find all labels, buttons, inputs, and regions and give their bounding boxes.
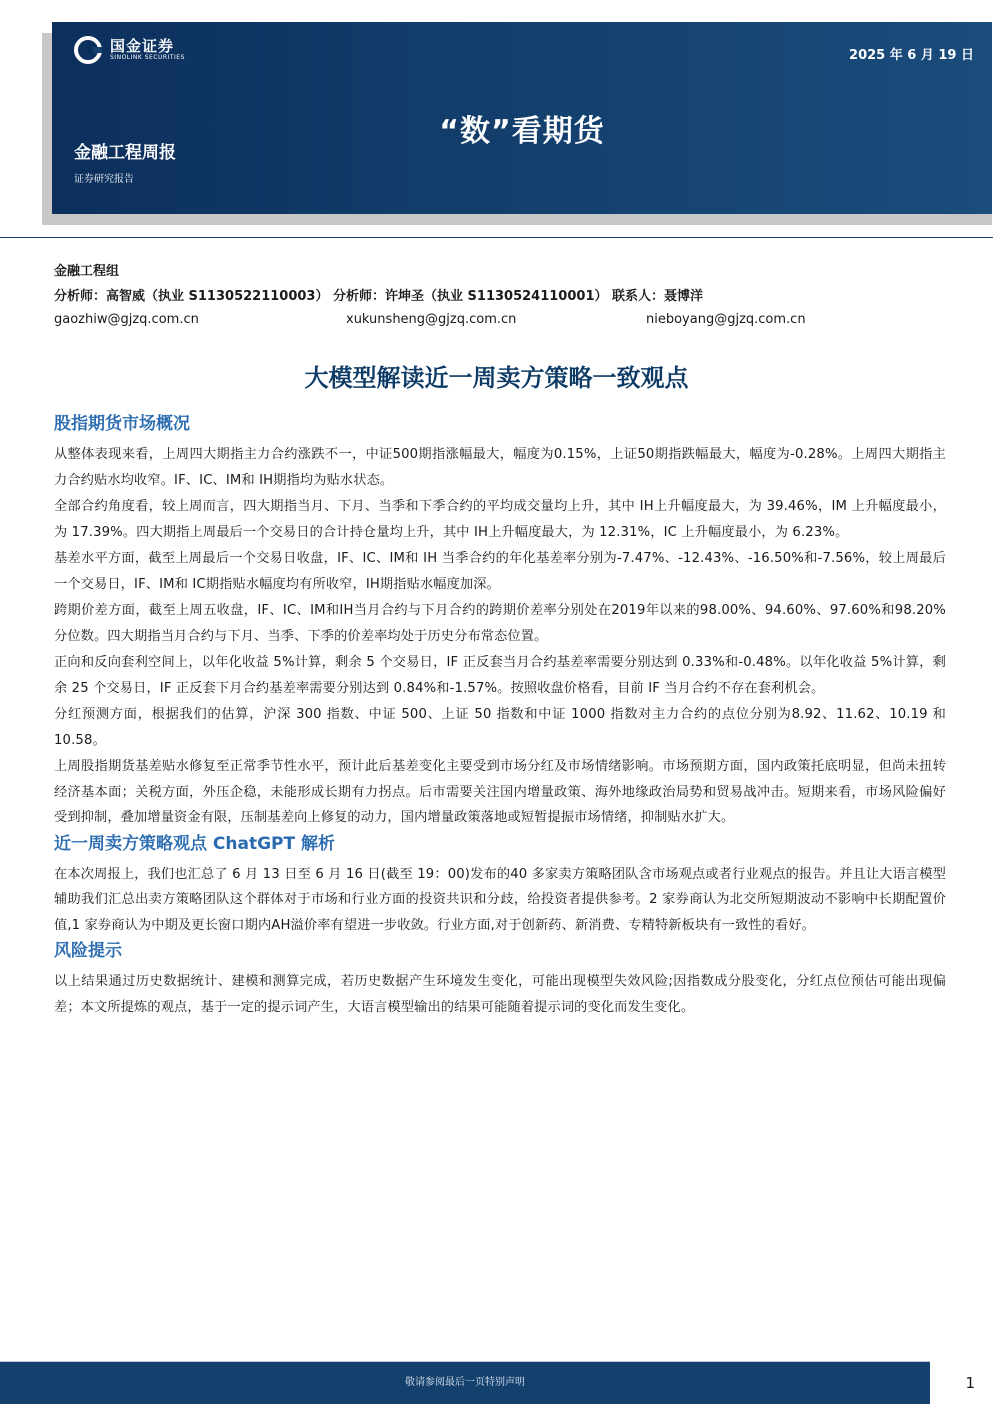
header-divider [0,237,993,238]
paragraph: 全部合约角度看，较上周而言，四大期指当月、下月、当季和下季合约的平均成交量均上升，其中 IH上升幅度最大，为 39.46%，IM 上升幅度最小，为 17.39%。四大期指上周最后一个交易日的合计持仓量均上升，其中 IH上升幅度最大，为 12.31%，IC 上升幅度最小，为 6.23%。 [54,499,946,540]
report-body [54,412,946,1021]
report-headline: “数”看期货 [439,114,605,149]
team-name: 金融工程组 [54,264,120,279]
report-type: 金融工程周报 [74,143,176,163]
paragraph: 以上结果通过历史数据统计、建模和测算完成，若历史数据产生环境发生变化，可能出现模型失效风险;因指数成分股变化，分红点位预估可能出现偏差；本文所提炼的观点，基于一定的提示词产生，大语言模型输出的结果可能随着提示词的变化而发生变化。 [54,974,946,1015]
header-banner [52,22,992,214]
footer-bar [0,1362,930,1404]
section-heading: 近一周卖方策略观点 ChatGPT 解析 [54,833,336,854]
section-heading: 股指期货市场概况 [54,414,190,434]
logo-name-en: SINOLINK SECURITIES [110,54,185,61]
paragraph: 基差水平方面，截至上周最后一个交易日收盘，IF、IC、IM和 IH 当季合约的年化基差率分别为-7.47%、-12.43%、-16.50%和-7.56%，较上周最后一个交易日，IF、IM和 IC期指贴水幅度均有所收窄，IH期指贴水幅度加深。 [54,551,946,592]
analyst-line: 分析师：高智威（执业 S1130522110003） 分析师：许坤圣（执业 S1130524110001） 联系人：聂博洋 [54,289,704,304]
email-link[interactable]: xukunsheng@gjzq.com.cn [346,312,517,327]
company-logo [74,36,185,64]
report-date: 2025 年 6 月 19 日 [849,48,974,63]
logo-icon [74,36,102,64]
email-link[interactable]: nieboyang@gjzq.com.cn [646,312,806,327]
paragraph: 跨期价差方面，截至上周五收盘，IF、IC、IM和IH当月合约与下月合约的跨期价差率分别处在2019年以来的98.00%、94.60%、97.60%和98.20%分位数。四大期指当月合约与下月、当季、下季的价差率均处于历史分布常态位置。 [54,603,946,644]
page-number: 1 [965,1374,975,1392]
report-subtitle: 证券研究报告 [74,174,134,185]
paragraph: 上周股指期货基差贴水修复至正常季节性水平，预计此后基差变化主要受到市场分红及市场情绪影响。市场预期方面，国内政策托底明显，但尚未扭转经济基本面；关税方面，外压企稳，未能形成长期有力拐点。后市需要关注国内增量政策、海外地缘政治局势和贸易战冲击。短期来看，市场风险偏好受到抑制，叠加增量资金有限，压制基差向上修复的动力，国内增量政策落地或短暂提振市场情绪，抑制贴水扩大。 [54,759,946,825]
paragraph: 正向和反向套利空间上，以年化收益 5%计算，剩余 5 个交易日，IF 正反套当月合约基差率需要分别达到 0.33%和-0.48%。以年化收益 5%计算，剩余 25 个交易日，IF 正反套下月合约基差率需要分别达到 0.84%和-1.57%。按照收盘价格看，目前 IF 当月合约不存在套利机会。 [54,655,946,696]
email-link[interactable]: gaozhiw@gjzq.com.cn [54,312,199,327]
paragraph: 从整体表现来看，上周四大期指主力合约涨跌不一，中证500期指涨幅最大，幅度为0.15%，上证50期指跌幅最大，幅度为-0.28%。上周四大期指主力合约贴水均收窄。IF、IC、IM和 IH期指均为贴水状态。 [54,447,946,488]
section-heading: 风险提示 [54,941,122,961]
logo-name-cn: 国金证券 [110,37,175,55]
paragraph: 分红预测方面，根据我们的估算，沪深 300 指数、中证 500、上证 50 指数和中证 1000 指数对主力合约的点位分别为8.92、11.62、10.19 和 10.58。 [54,707,946,748]
paragraph: 在本次周报上，我们也汇总了 6 月 13 日至 6 月 16 日(截至 19：00)发布的40 多家卖方策略团队含市场观点或者行业观点的报告。并且让大语言模型辅助我们汇总出卖方策略团队这个群体对于市场和行业方面的投资共识和分歧，给投资者提供参考。2 家券商认为北交所短期波动不影响中长期配置价值,1 家券商认为中期及更长窗口期内AH溢价率有望进一步收敛。行业方面,对于创新药、新消费、专精特新板块有一致性的看好。 [54,866,946,933]
document-title: 大模型解读近一周卖方策略一致观点 [304,364,689,392]
footer-disclaimer-note: 敬请参阅最后一页特别声明 [405,1377,525,1388]
